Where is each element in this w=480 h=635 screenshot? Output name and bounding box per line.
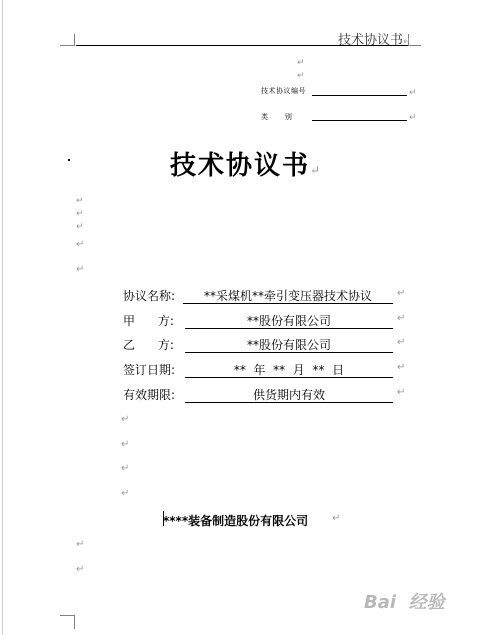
field-value: **股份有限公司 <box>246 314 331 328</box>
field-row-validity <box>123 386 413 406</box>
paragraph-mark: ↵ <box>76 264 85 275</box>
bullet-dot <box>68 159 70 161</box>
field-label: 签订日期: <box>123 363 176 377</box>
page-left-edge <box>2 0 3 635</box>
document-title <box>170 145 322 182</box>
paragraph-mark: ↵ <box>121 414 130 425</box>
crop-mark-bottom-left-v <box>74 615 75 629</box>
header-title <box>338 29 411 48</box>
field-row-party-a <box>123 312 413 332</box>
category-line <box>312 120 407 121</box>
company-name-text: ****装备制造股份有限公司 <box>163 514 309 528</box>
field-value: ** 年 ** 月 ** 日 <box>233 363 345 377</box>
field-row-agreement-name <box>123 287 413 307</box>
agreement-number-line <box>312 95 407 96</box>
crop-mark-top-right-h <box>409 45 421 46</box>
crop-mark-bottom-left-h <box>60 615 74 616</box>
header-title-text: 技术协议书 <box>338 33 404 48</box>
field-row-party-b <box>123 336 413 356</box>
paragraph-mark: ↵ <box>310 163 323 177</box>
watermark-text: Bai 经验 <box>364 592 445 613</box>
agreement-number-label: 技术协议编号 <box>261 87 306 95</box>
paragraph-mark: ↵ <box>409 88 417 98</box>
paragraph-mark: ↵ <box>332 513 341 524</box>
paragraph-mark: ↵ <box>76 239 85 250</box>
paragraph-mark: ↵ <box>397 313 406 324</box>
document-title-text: 技术协议书 <box>170 151 311 181</box>
category-label: 类 别 <box>261 113 293 121</box>
field-value: **股份有限公司 <box>246 338 331 352</box>
paragraph-mark: ↵ <box>76 539 85 550</box>
company-name <box>163 512 308 529</box>
paragraph-mark: ↵ <box>397 387 406 398</box>
paragraph-mark: ↵ <box>403 37 411 47</box>
field-value: 供货期内有效 <box>252 388 325 402</box>
crop-mark-top-left-v <box>74 34 75 46</box>
field-row-signing-date <box>123 361 413 381</box>
paragraph-mark: ↵ <box>397 337 406 348</box>
paragraph-mark: ↵ <box>409 113 417 123</box>
paragraph-mark: ↵ <box>397 288 406 299</box>
field-label: 甲 方: <box>123 314 174 328</box>
paragraph-mark: ↵ <box>297 71 305 81</box>
field-label: 有效期限: <box>123 388 176 402</box>
paragraph-mark: ↵ <box>76 196 84 206</box>
field-label: 协议名称: <box>123 289 176 303</box>
field-label: 乙 方: <box>123 338 174 352</box>
paragraph-mark: ↵ <box>397 362 406 373</box>
paragraph-mark: ↵ <box>297 58 305 68</box>
baidu-jingyan-watermark <box>364 588 456 618</box>
paragraph-mark: ↵ <box>76 564 85 575</box>
crop-mark-top-left-h <box>60 45 74 46</box>
paragraph-mark: ↵ <box>121 463 130 474</box>
paragraph-mark: ↵ <box>121 439 130 450</box>
paragraph-mark: ↵ <box>121 488 130 499</box>
paragraph-mark: ↵ <box>76 222 84 232</box>
field-value: **采煤机**牵引变压器技术协议 <box>203 289 372 303</box>
paragraph-mark: ↵ <box>76 209 84 219</box>
